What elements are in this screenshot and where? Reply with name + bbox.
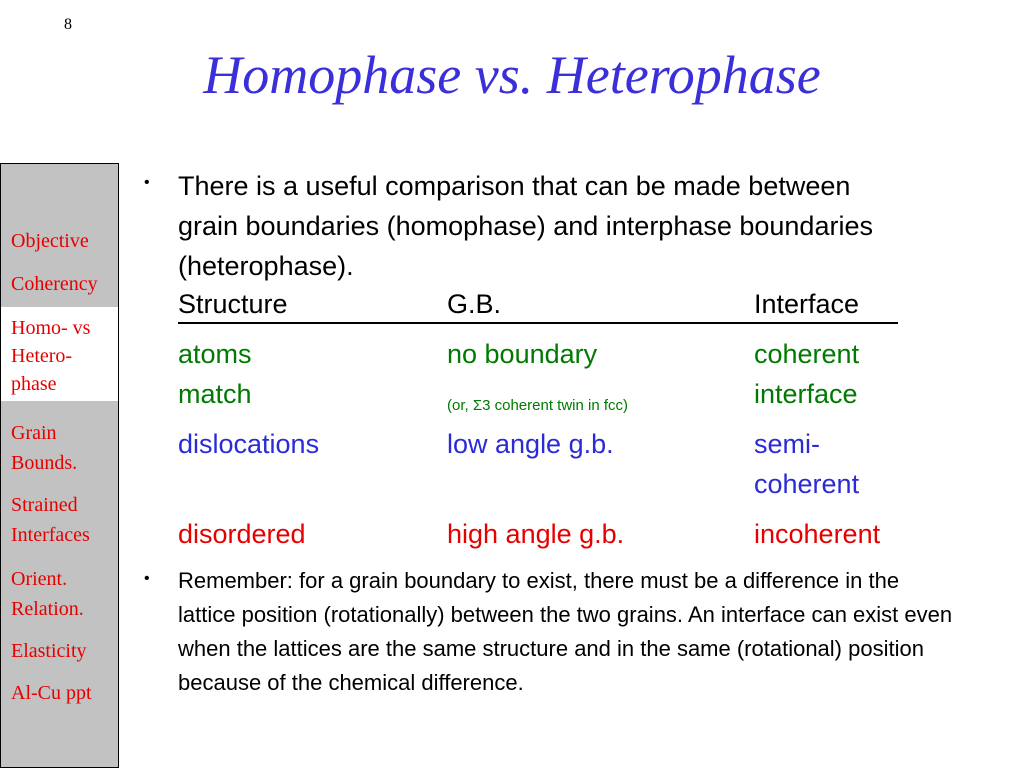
table-header [178, 284, 898, 324]
nav-elasticity[interactable]: Elasticity [11, 640, 87, 662]
row-structure: atoms match [178, 339, 252, 409]
header-gb: G.B. [447, 289, 502, 319]
row-gb: high angle g.b. [447, 519, 625, 549]
row-interface: semi- coherent [754, 429, 860, 499]
header-interface: Interface [754, 289, 860, 319]
intro-text: There is a useful comparison that can be made between grain boundaries (homophase) and interphase boundaries (heterophase). [178, 171, 873, 281]
nav-objective[interactable]: Objective [11, 230, 89, 252]
nav-homo-vs-hetero-phase[interactable]: Homo- vs Hetero- phase [11, 317, 91, 395]
row-gb: no boundary [447, 339, 598, 369]
nav-coherency[interactable]: Coherency [11, 273, 98, 295]
row-interface: incoherent [754, 519, 881, 549]
row-gb: low angle g.b. [447, 429, 614, 459]
row-structure: disordered [178, 519, 306, 549]
slide-number: 8 [64, 16, 72, 33]
sidebar-nav [0, 163, 119, 768]
row-structure: dislocations [178, 429, 320, 459]
bullet-icon: • [144, 570, 150, 587]
row-interface: coherent interface [754, 339, 860, 409]
nav-al-cu-ppt[interactable]: Al-Cu ppt [11, 682, 92, 704]
header-structure: Structure [178, 289, 288, 319]
bullet-icon: • [144, 174, 150, 191]
row-gb-note: (or, Σ3 coherent twin in fcc) [447, 397, 629, 414]
nav-grain-bounds[interactable]: Grain Bounds. [11, 422, 78, 474]
slide-title: Homophase vs. Heterophase [203, 45, 821, 105]
nav-strained-interfaces[interactable]: Strained Interfaces [11, 494, 90, 546]
remember-text: Remember: for a grain boundary to exist, there must be a difference in the lattice position (rotationally) between the two grains. An interface can exist even when the lattices are the same structure and in the same (rotational) position because of the chemical difference. [178, 568, 953, 695]
nav-orient-relation[interactable]: Orient. Relation. [11, 568, 84, 620]
